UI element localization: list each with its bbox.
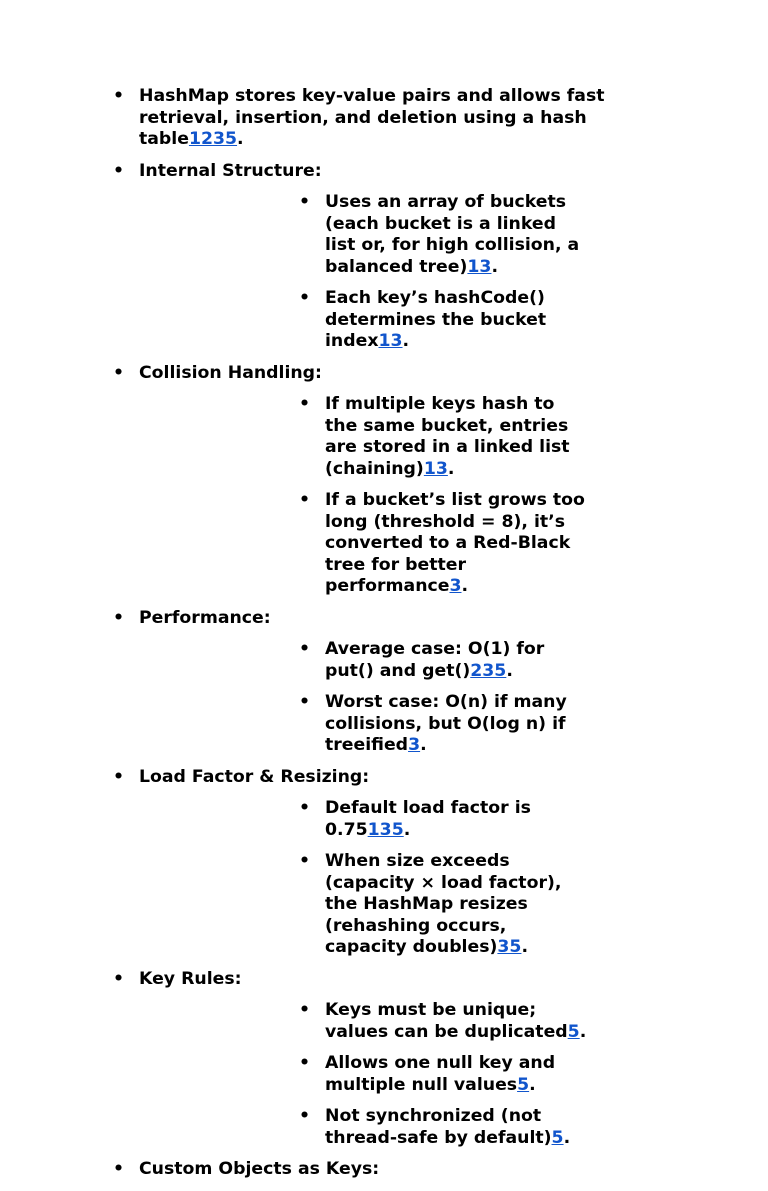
list-item xyxy=(0,1159,768,1181)
sub-bullet-list xyxy=(139,192,678,353)
sub-list-item xyxy=(139,192,678,278)
sub-list-item xyxy=(139,1000,678,1043)
citation-link[interactable]: 235 xyxy=(470,660,507,681)
citation-link[interactable]: 13 xyxy=(423,458,448,479)
bullet-icon: • xyxy=(299,639,311,659)
sub-list-item xyxy=(139,692,678,757)
list-item xyxy=(0,767,768,959)
bullet-icon: • xyxy=(299,1106,311,1126)
citation-link[interactable]: 135 xyxy=(367,819,404,840)
bullet-icon: • xyxy=(299,192,311,212)
list-item-text: Internal Structure: xyxy=(139,160,322,181)
list-item-text: Load Factor & Resizing: xyxy=(139,766,370,787)
citation-link[interactable]: 13 xyxy=(378,331,403,351)
sub-list-item-text: Default load factor is 0.75 xyxy=(325,798,531,840)
bullet-icon: • xyxy=(113,968,125,989)
bullet-icon: • xyxy=(113,160,125,181)
sentence-period: . xyxy=(402,331,410,351)
bullet-icon: • xyxy=(113,766,125,787)
list-item xyxy=(0,363,768,598)
sub-list-item xyxy=(139,490,678,598)
sub-list-item-text: Not synchronized (not thread-safe by default) xyxy=(325,1106,552,1148)
bullet-icon: • xyxy=(299,288,311,308)
list-item xyxy=(0,161,768,353)
sub-list-item-text: If a bucket’s list grows too long (threshold = 8), it’s converted to a Red-Black tree for better performance xyxy=(325,490,585,596)
citation-link[interactable]: 5 xyxy=(517,1074,530,1095)
sub-list-item xyxy=(139,798,678,841)
sub-list-item-text: Average case: O(1) for put() and get() xyxy=(325,639,545,681)
sentence-period: . xyxy=(420,735,427,755)
bullet-icon: • xyxy=(299,490,311,510)
bullet-icon: • xyxy=(299,692,311,712)
list-item xyxy=(0,86,768,151)
sub-list-item xyxy=(139,851,678,959)
sub-list-item-text: Uses an array of buckets (each bucket is a linked list or, for high collision, a balanced tree) xyxy=(325,192,580,277)
list-item-text: Custom Objects as Keys: xyxy=(139,1159,380,1179)
bullet-icon: • xyxy=(113,362,125,383)
sentence-period: . xyxy=(563,1127,571,1148)
sentence-period: . xyxy=(529,1074,536,1095)
citation-link[interactable]: 3 xyxy=(449,576,462,596)
citation-link[interactable]: 5 xyxy=(551,1127,564,1148)
sub-list-item-text: Allows one null key and multiple null values xyxy=(325,1053,556,1095)
citation-link[interactable]: 1235 xyxy=(188,129,238,149)
sub-list-item xyxy=(139,1053,678,1096)
bullet-icon: • xyxy=(299,394,311,414)
sub-list-item-text: When size exceeds (capacity × load factor), the HashMap resizes (rehashing occurs, capacity doubles) xyxy=(325,851,562,957)
sub-list-item xyxy=(139,639,678,682)
sub-list-item xyxy=(139,394,678,480)
citation-link[interactable]: 35 xyxy=(497,937,522,957)
sentence-period: . xyxy=(521,937,529,957)
bullet-icon: • xyxy=(299,851,311,871)
sub-list-item-text: Keys must be unique; values can be duplicated xyxy=(325,1000,568,1042)
sub-list-item xyxy=(139,288,678,353)
sentence-period: . xyxy=(403,819,411,840)
sentence-period: . xyxy=(579,1021,587,1042)
sentence-period: . xyxy=(237,129,244,149)
bullet-icon: • xyxy=(113,86,125,106)
sub-list-item-text: Each key’s hashCode() determines the bucket index xyxy=(325,288,547,351)
bullet-list xyxy=(0,86,768,1181)
document-page xyxy=(0,86,768,1191)
citation-link[interactable]: 3 xyxy=(408,735,421,755)
sub-bullet-list xyxy=(139,394,678,598)
list-item-text: Collision Handling: xyxy=(139,362,322,383)
list-item-text: Performance: xyxy=(139,607,271,628)
sub-list-item xyxy=(139,1106,678,1149)
bullet-icon: • xyxy=(113,1159,125,1179)
sub-list-item-text: Worst case: O(n) if many collisions, but O(log n) if treeified xyxy=(325,692,567,755)
bullet-icon: • xyxy=(299,798,311,818)
list-item xyxy=(0,608,768,757)
bullet-icon: • xyxy=(113,607,125,628)
citation-link[interactable]: 13 xyxy=(467,256,492,277)
sub-bullet-list xyxy=(139,798,678,959)
sentence-period: . xyxy=(461,576,469,596)
sentence-period: . xyxy=(506,660,513,681)
sentence-period: . xyxy=(491,256,499,277)
list-item-text: HashMap stores key-value pairs and allows fast retrieval, insertion, and deletion using a hash table xyxy=(139,86,605,149)
sentence-period: . xyxy=(447,458,455,479)
sub-list-item-text: If multiple keys hash to the same bucket, entries are stored in a linked list (chaining) xyxy=(325,394,570,479)
citation-link[interactable]: 5 xyxy=(567,1021,580,1042)
bullet-icon: • xyxy=(299,1000,311,1020)
sub-bullet-list xyxy=(139,1000,678,1149)
sub-bullet-list xyxy=(139,639,678,757)
bullet-icon: • xyxy=(299,1053,311,1073)
list-item xyxy=(0,969,768,1150)
list-item-text: Key Rules: xyxy=(139,968,242,989)
